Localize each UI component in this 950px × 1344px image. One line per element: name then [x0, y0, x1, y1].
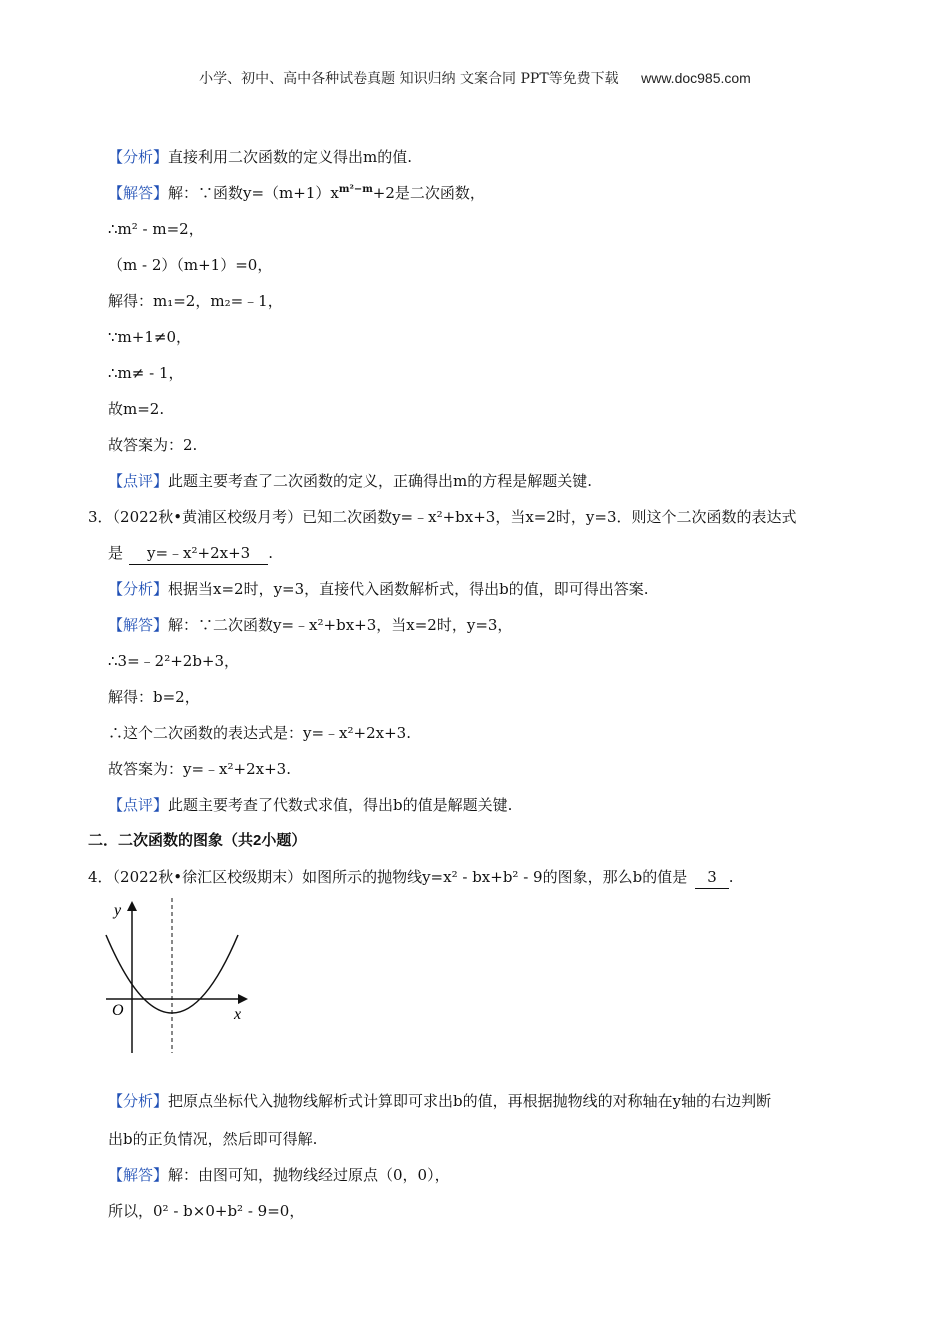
- q2-step5: ∴m≠ - 1，: [108, 364, 184, 382]
- q3-step2: 解得：b=2，: [108, 688, 200, 706]
- y-axis-label: y: [114, 902, 122, 919]
- q4-analysis-1: 【分析】把原点坐标代入抛物线解析式计算即可求出b的值，再根据抛物线的对称轴在y轴的右边判断: [108, 1092, 772, 1110]
- q2-step6: 故m=2.: [108, 400, 165, 418]
- q3-stem: 3．（2022秋•黄浦区校级月考）已知二次函数y=﹣x²+bx+3，当x=2时，y=3．则这个二次函数的表达式: [88, 508, 797, 526]
- q2-analysis: 【分析】直接利用二次函数的定义得出m的值.: [108, 148, 413, 166]
- q3-step1: ∴3=﹣2²+2b+3，: [108, 652, 240, 670]
- q3-source: （2022秋•黄浦区校级月考）: [112, 508, 303, 526]
- q4-source: （2022秋•徐汇区校级期末）: [112, 868, 303, 886]
- q3-step3: ∴这个二次函数的表达式是：y=﹣x²+2x+3.: [108, 724, 411, 742]
- page-header: [0, 68, 950, 88]
- q3-analysis: 【分析】根据当x=2时，y=3，直接代入函数解析式，得出b的值，即可得出答案.: [108, 580, 649, 598]
- q2-comment: 【点评】此题主要考查了二次函数的定义，正确得出m的方程是解题关键.: [108, 472, 593, 490]
- parabola-graph: [96, 893, 256, 1058]
- origin-label: O: [112, 1002, 124, 1019]
- x-axis-label: x: [234, 1006, 242, 1023]
- q2-answer: 【解答】解：∵函数$y=(m+1)x^{m^2-m}+2$是二次函数，: [108, 184, 485, 202]
- section-title: 二．二次函数的图象（共2小题）: [88, 832, 307, 849]
- q3-answer-blank: y=﹣x²+2x+3: [129, 542, 268, 565]
- q3-stem2: 是 y=﹣x²+2x+3 .: [108, 542, 273, 565]
- tag-answer: 【解答】: [108, 184, 169, 202]
- q4-answer-blank: 3: [695, 866, 729, 889]
- tag-comment: 【点评】: [108, 472, 169, 490]
- q4-stem: 4．（2022秋•徐汇区校级期末）如图所示的抛物线y=x² - bx+b² - 9的图象，那么b的值是 3 .: [88, 866, 734, 889]
- q2-step2: （m - 2）（m+1）=0，: [108, 256, 273, 274]
- header-site[interactable]: www.doc985.com: [641, 70, 751, 86]
- q2-step1: ∴m² - m=2，: [108, 220, 204, 238]
- q4-analysis-2: 出b的正负情况，然后即可得解.: [108, 1130, 318, 1148]
- q3-final: 故答案为：y=﹣x²+2x+3.: [108, 760, 291, 778]
- q4-step1: 所以，0² - b×0+b² - 9=0，: [108, 1202, 305, 1220]
- q3-comment: 【点评】此题主要考查了代数式求值，得出b的值是解题关键.: [108, 796, 513, 814]
- q3-number: 3．: [88, 508, 113, 526]
- q2-step3: 解得：m₁=2，m₂=﹣1，: [108, 292, 283, 310]
- header-text: 小学、初中、高中各种试卷真题 知识归纳 文案合同 PPT等免费下载: [199, 71, 619, 87]
- exponent: m²−m: [338, 184, 373, 195]
- q3-answer: 【解答】解：∵二次函数y=﹣x²+bx+3，当x=2时，y=3，: [108, 616, 513, 634]
- parabola-curve: [106, 935, 238, 1013]
- q2-step4: ∵m+1≠0，: [108, 328, 191, 346]
- q2-final: 故答案为：2.: [108, 436, 198, 454]
- q4-answer: 【解答】解：由图可知，抛物线经过原点（0，0），: [108, 1166, 450, 1184]
- q4-number: 4．: [88, 868, 113, 886]
- tag-analysis: 【分析】: [108, 148, 169, 166]
